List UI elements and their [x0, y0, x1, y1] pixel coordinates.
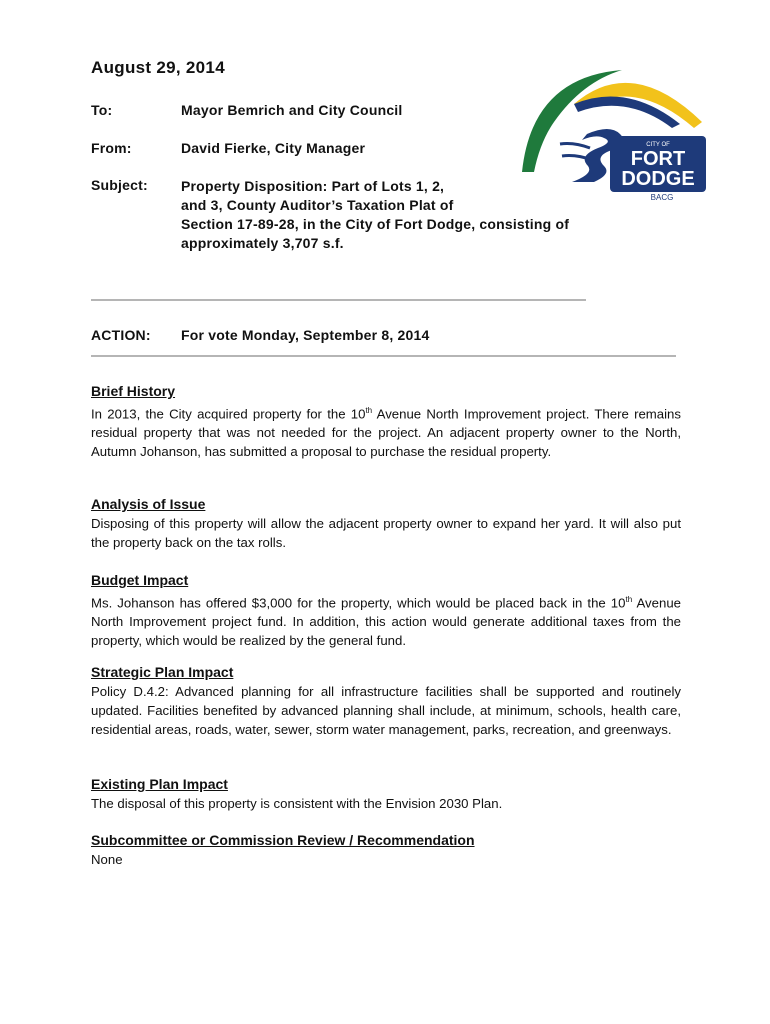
subject-label: Subject:: [91, 177, 148, 193]
to-label: To:: [91, 102, 113, 118]
budget-text: Ms. Johanson has offered $3,000 for the property, which would be placed back in the 10th Avenue North Improvement project fund. In addition, this action would generate additional taxes from the property, which would be realized by the general fund.: [91, 595, 681, 649]
subject-value: [181, 177, 569, 253]
budget-heading: Budget Impact: [91, 572, 189, 588]
analysis-heading: Analysis of Issue: [91, 496, 206, 512]
brief-history-text: In 2013, the City acquired property for the 10th Avenue North Improvement project. There remains residual property that was not needed for the project. An adjacent property owner to the North, Autumn Johanson, has submitted a proposal to purchase the residual property.: [91, 406, 681, 460]
subject-line: Property Disposition: Part of Lots 1, 2,: [181, 178, 445, 194]
brief-history-section: [91, 382, 681, 461]
divider-top: [91, 299, 586, 301]
budget-section: [91, 571, 681, 650]
from-label: From:: [91, 140, 132, 156]
analysis-text: Disposing of this property will allow the adjacent property owner to expand her yard. It will also put the property back on the tax rolls.: [91, 516, 681, 550]
logo-tagline: BACG: [650, 193, 674, 202]
existing-section: [91, 775, 681, 813]
divider-bottom: [91, 355, 676, 357]
subject-line: approximately 3,707 s.f.: [181, 235, 344, 251]
strategic-heading: Strategic Plan Impact: [91, 664, 234, 680]
memo-date: August 29, 2014: [91, 58, 225, 77]
strategic-text: Policy D.4.2: Advanced planning for all infrastructure facilities shall be supported and routinely updated. Facilities benefited by advanced planning shall include, at minimum, schools, health care, residential areas, roads, water, sewer, storm water management, parks, recreation, and greenways.: [91, 684, 681, 737]
subject-line: and 3, County Auditor’s Taxation Plat of: [181, 197, 454, 213]
strategic-section: [91, 663, 681, 739]
logo-fort: FORT: [630, 148, 686, 170]
from-value: David Fierke, City Manager: [181, 140, 366, 156]
subject-line: Section 17-89-28, in the City of Fort Dodge, consisting of: [181, 216, 570, 232]
action-value: For vote Monday, September 8, 2014: [181, 327, 430, 343]
logo-dodge: DODGE: [621, 168, 695, 190]
action-label: ACTION:: [91, 327, 151, 343]
existing-heading: Existing Plan Impact: [91, 776, 228, 792]
subcommittee-text: None: [91, 852, 123, 867]
brief-history-heading: Brief History: [91, 383, 176, 399]
fort-dodge-logo: [512, 62, 708, 212]
analysis-section: [91, 495, 681, 552]
subcommittee-heading: Subcommittee or Commission Review / Recommendation: [91, 832, 475, 848]
existing-text: The disposal of this property is consistent with the Envision 2030 Plan.: [91, 796, 503, 811]
logo-city-of: CITY OF: [646, 142, 670, 148]
to-value: Mayor Bemrich and City Council: [181, 102, 403, 118]
subcommittee-section: [91, 831, 681, 869]
